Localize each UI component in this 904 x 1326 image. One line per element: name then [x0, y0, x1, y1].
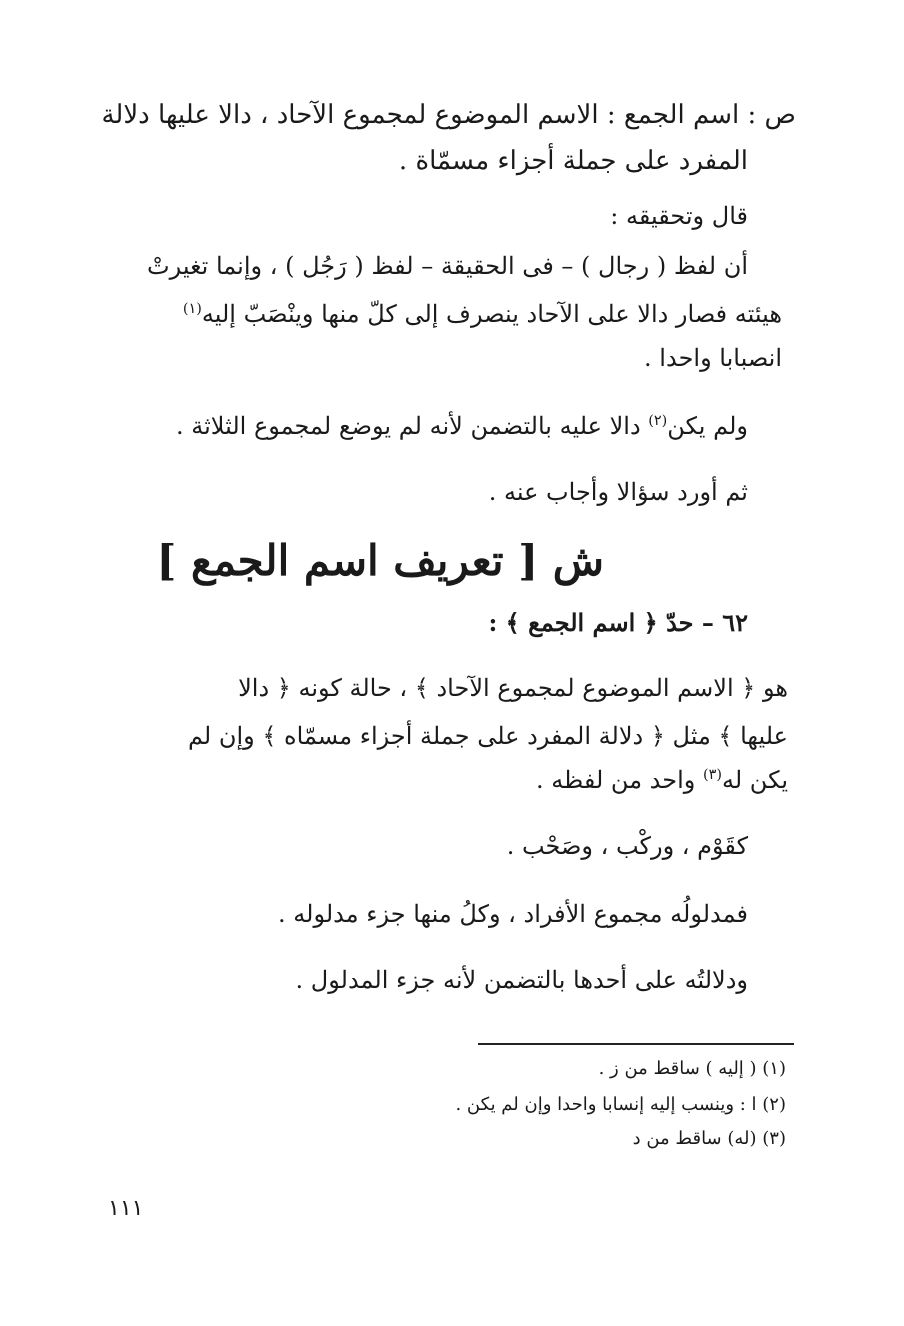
paragraph-1-line-2: [183, 300, 782, 328]
footnote-1: (١) ( إليه ) ساقط من ز .: [598, 1058, 786, 1079]
footnote-separator: [478, 1043, 794, 1045]
paragraph-2: [176, 412, 748, 440]
footnote-ref-3: (٣): [703, 767, 722, 783]
footnote-ref-2: (٢): [648, 413, 668, 429]
footnote-ref-1: (١): [182, 301, 202, 317]
definition-title: ٦٢ – حدّ ﴿ اسم الجمع ﴾ :: [488, 608, 748, 637]
matn-line-1: ص : اسم الجمع : الاسم الموضوع لمجموع الآحاد ، دالا عليها دلالة: [101, 100, 796, 130]
page-number: ١١١: [108, 1196, 144, 1221]
definition-line-2: عليها ﴾ مثل ﴿ دلالة المفرد على جملة أجزاء مسمّاه ﴾ وإن لم: [187, 722, 788, 750]
definition-line-3-text-a: يكن له: [721, 766, 788, 794]
example-line-1: كقَوْم ، وركْب ، وصَحْب .: [506, 832, 748, 860]
paragraph-3: ثم أورد سؤالا وأجاب عنه .: [488, 478, 748, 506]
example-line-3: ودلالتُه على أحدها بالتضمن لأنه جزء المدلول .: [295, 966, 748, 994]
matn-line-2: المفرد على جملة أجزاء مسمّاة .: [398, 146, 748, 176]
paragraph-2-text-a: ولم يكن: [667, 412, 748, 440]
definition-line-3-text-b: واحد من لفظه .: [536, 766, 703, 794]
example-line-2: فمدلولُه مجموع الأفراد ، وكلُ منها جزء مدلوله .: [278, 900, 748, 928]
paragraph-1-line-3: انصبابا واحدا .: [644, 344, 782, 372]
paragraph-1-line-2-text: هيئته فصار دالا على الآحاد ينصرف إلى كلّ منها وينْصَبّ إليه: [201, 300, 782, 328]
paragraph-1-line-1: أن لفظ ( رجال ) – فى الحقيقة – لفظ ( رَجُل ) ، وإنما تغيرتْ: [147, 252, 748, 280]
definition-line-3: [536, 766, 788, 794]
definition-line-1: هو ﴿ الاسم الموضوع لمجموع الآحاد ﴾ ، حالة كونه ﴿ دالا: [238, 674, 788, 702]
qal-line: قال وتحقيقه :: [610, 202, 748, 230]
footnote-3: (٣) (له) ساقط من د: [632, 1128, 786, 1149]
section-heading: ش [ تعريف اسم الجمع ]: [156, 536, 604, 585]
footnote-2: (٢) ا : وينسب إليه إنسابا واحدا وإن لم يكن .: [455, 1094, 786, 1115]
paragraph-2-text-b: دالا عليه بالتضمن لأنه لم يوضع لمجموع الثلاثة .: [175, 412, 649, 440]
